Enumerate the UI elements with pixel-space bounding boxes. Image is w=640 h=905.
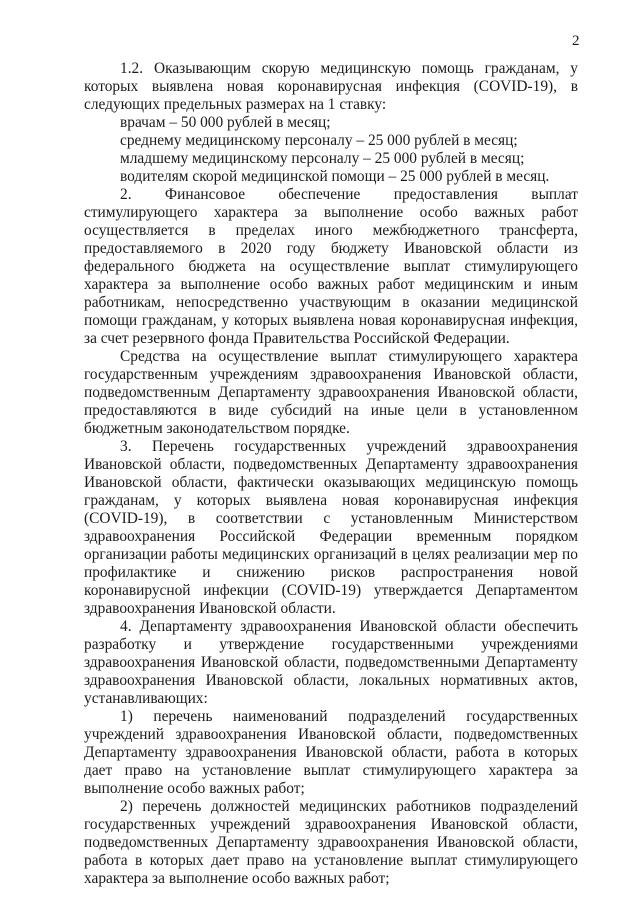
item-1-line-2: учреждений здравоохранения Ивановской области, подведомственных: [84, 726, 578, 743]
item-2-line-1: 2) перечень должностей медицинских работников подразделений: [120, 798, 578, 815]
para-3-line-9: коронавирусной инфекции (COVID-19) утверждается Департаментом: [84, 582, 578, 599]
para-funds-line-1: Средства на осуществление выплат стимулирующего характера: [120, 348, 578, 365]
para-3-line-7: организации работы медицинских организаций в целях реализации мер по: [84, 546, 578, 563]
para-2-line-3: осуществляется в пределах иного межбюджетного трансферта,: [84, 222, 578, 239]
para-funds-line-4: предоставляются в виде субсидий на иные цели в установленном: [84, 402, 578, 419]
para-4-line-2: разработку и утверждение государственными учреждениями: [84, 636, 578, 653]
para-4-line-4: здравоохранения Ивановской области, локальных нормативных актов,: [84, 672, 578, 689]
para-3-line-10: здравоохранения Ивановской области.: [84, 600, 336, 617]
para-funds-line-3: подведомственным Департаменту здравоохранения Ивановской области,: [84, 384, 578, 401]
rate-doctors: врачам – 50 000 рублей в месяц;: [120, 114, 331, 131]
para-4-line-1: 4. Департаменту здравоохранения Ивановской области обеспечить: [120, 618, 578, 635]
para-1-2-line-2: которых выявлена новая коронавирусная инфекция (COVID-19), в: [84, 78, 578, 95]
para-1-2-line-3: следующих предельных размерах на 1 ставку:: [84, 96, 387, 113]
item-2-line-5: характера за выполнение особо важных работ;: [84, 870, 390, 887]
item-1-line-1: 1) перечень наименований подразделений государственных: [120, 708, 578, 725]
item-2-line-3: подведомственных Департаменту здравоохранения Ивановской области,: [84, 834, 578, 851]
para-3-line-5: (COVID-19), в соответствии с установленным Министерством: [84, 510, 578, 527]
para-3-line-4: гражданам, у которых выявлена новая коронавирусная инфекция: [84, 492, 578, 509]
para-2-line-4: предоставляемого в 2020 году бюджету Ивановской области из: [84, 240, 578, 257]
rate-drivers: водителям скорой медицинской помощи – 25 000 рублей в месяц.: [120, 168, 550, 185]
para-2-line-5: федерального бюджета на осуществление выплат стимулирующего: [84, 258, 578, 275]
para-3-line-1: 3. Перечень государственных учреждений здравоохранения: [120, 438, 578, 455]
para-3-line-2: Ивановской области, подведомственных Департаменту здравоохранения: [84, 456, 578, 473]
item-2-line-4: работа в которых дает право на установление выплат стимулирующего: [84, 852, 578, 869]
item-1-line-5: выполнение особо важных работ;: [84, 780, 305, 797]
rate-junior-staff: младшему медицинскому персоналу – 25 000 рублей в месяц;: [120, 150, 525, 167]
para-4-line-3: здравоохранения Ивановской области, подведомственными Департаменту: [84, 654, 578, 671]
para-3-line-6: здравоохранения Российской Федерации временным порядком: [84, 528, 578, 545]
item-1-line-4: дает право на установление выплат стимулирующего характера за: [84, 762, 578, 779]
para-2-line-9: за счет резервного фонда Правительства Российской Федерации.: [84, 330, 510, 347]
item-1-line-3: Департаменту здравоохранения Ивановской области, работа в которых: [84, 744, 578, 761]
para-3-line-8: профилактике и снижению рисков распространения новой: [84, 564, 578, 581]
para-1-2-line-1: 1.2. Оказывающим скорую медицинскую помощь гражданам, у: [120, 60, 578, 77]
para-2-line-2: стимулирующего характера за выполнение особо важных работ: [84, 204, 578, 221]
para-funds-line-2: государственным учреждениям здравоохранения Ивановской области,: [84, 366, 578, 383]
rate-middle-staff: среднему медицинскому персоналу – 25 000 рублей в месяц;: [120, 132, 518, 149]
para-2-line-6: характера за выполнение особо важных работ медицинским и иным: [84, 276, 578, 293]
item-2-line-2: государственных учреждений здравоохранения Ивановской области,: [84, 816, 578, 833]
page-number: 2: [572, 33, 580, 49]
para-4-line-5: устанавливающих:: [84, 690, 208, 707]
para-3-line-3: Ивановской области, фактически оказывающих медицинскую помощь: [84, 474, 578, 491]
para-2-line-1: 2. Финансовое обеспечение предоставления выплат: [120, 186, 578, 203]
para-funds-line-5: бюджетным законодательством порядке.: [84, 420, 350, 437]
para-2-line-7: работникам, непосредственно участвующим в оказании медицинской: [84, 294, 578, 311]
para-2-line-8: помощи гражданам, у которых выявлена новая коронавирусная инфекция,: [84, 312, 578, 329]
